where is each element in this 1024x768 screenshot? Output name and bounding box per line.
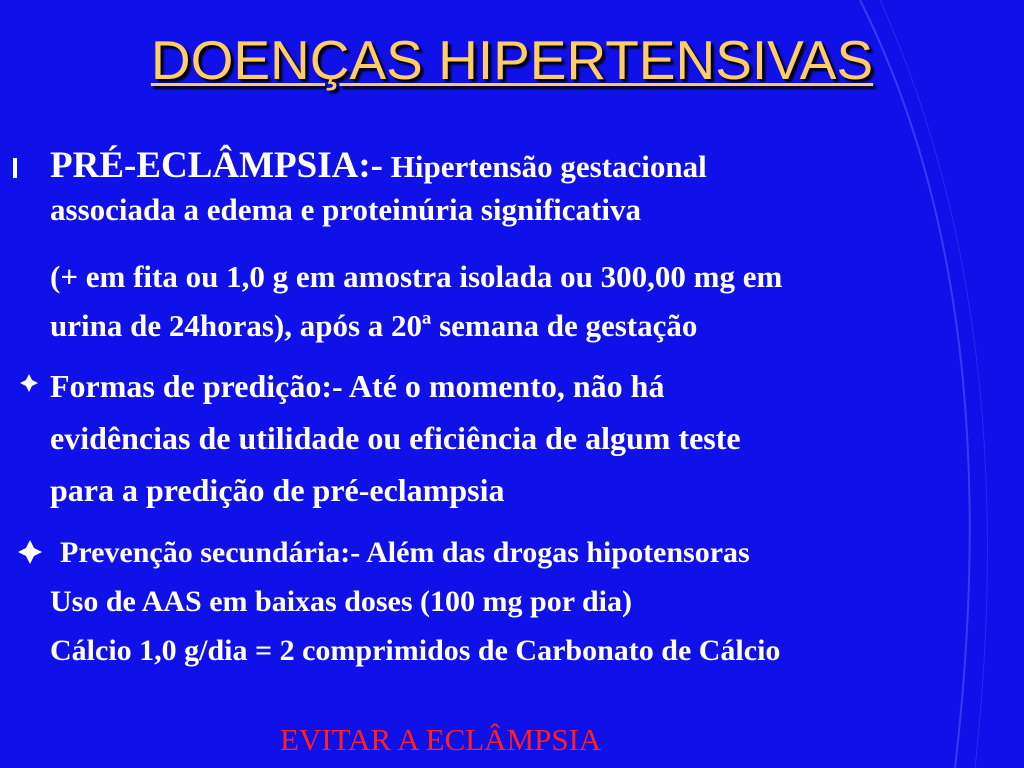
- preeclampsia-line2: associada a edema e proteinúria significativa: [50, 192, 641, 227]
- prediction-line1: Formas de predição:- Até o momento, não há: [50, 368, 665, 404]
- diamond-bullet-icon: [18, 540, 42, 564]
- prediction-line3: para a predição de pré-eclampsia: [50, 472, 505, 508]
- prevention-line3: Cálcio 1,0 g/dia = 2 comprimidos de Carbonato de Cálcio: [50, 634, 781, 667]
- prediction-line2: evidências de utilidade ou eficiência de algum teste: [50, 420, 741, 456]
- bullet-prevention-cont: [50, 577, 780, 675]
- footer-warning: EVITAR A ECLÂMPSIA: [280, 722, 602, 757]
- diamond-bullet-icon: [20, 374, 38, 392]
- bullet-preeclampsia-detail: [50, 251, 782, 351]
- bullet-prediction: [50, 360, 741, 516]
- prevention-line1: Prevenção secundária:- Além das drogas hipotensoras: [60, 536, 750, 569]
- bullet-prevention: [60, 528, 750, 577]
- slide-title: DOENÇAS HIPERTENSIVAS: [150, 29, 874, 91]
- preeclampsia-line3: (+ em fita ou 1,0 g em amostra isolada ou 300,00 mg em: [50, 259, 783, 294]
- prevention-line2: Uso de AAS em baixas doses (100 mg por dia): [50, 585, 632, 618]
- bullet-bar-icon: [13, 158, 17, 178]
- bullet-preeclampsia: [50, 140, 707, 235]
- preeclampsia-line4: urina de 24horas), após a 20ª semana de gestação: [50, 308, 698, 343]
- preeclampsia-line1: Hipertensão gestacional: [390, 149, 707, 184]
- preeclampsia-heading: PRÉ-ECLÂMPSIA:-: [50, 145, 383, 186]
